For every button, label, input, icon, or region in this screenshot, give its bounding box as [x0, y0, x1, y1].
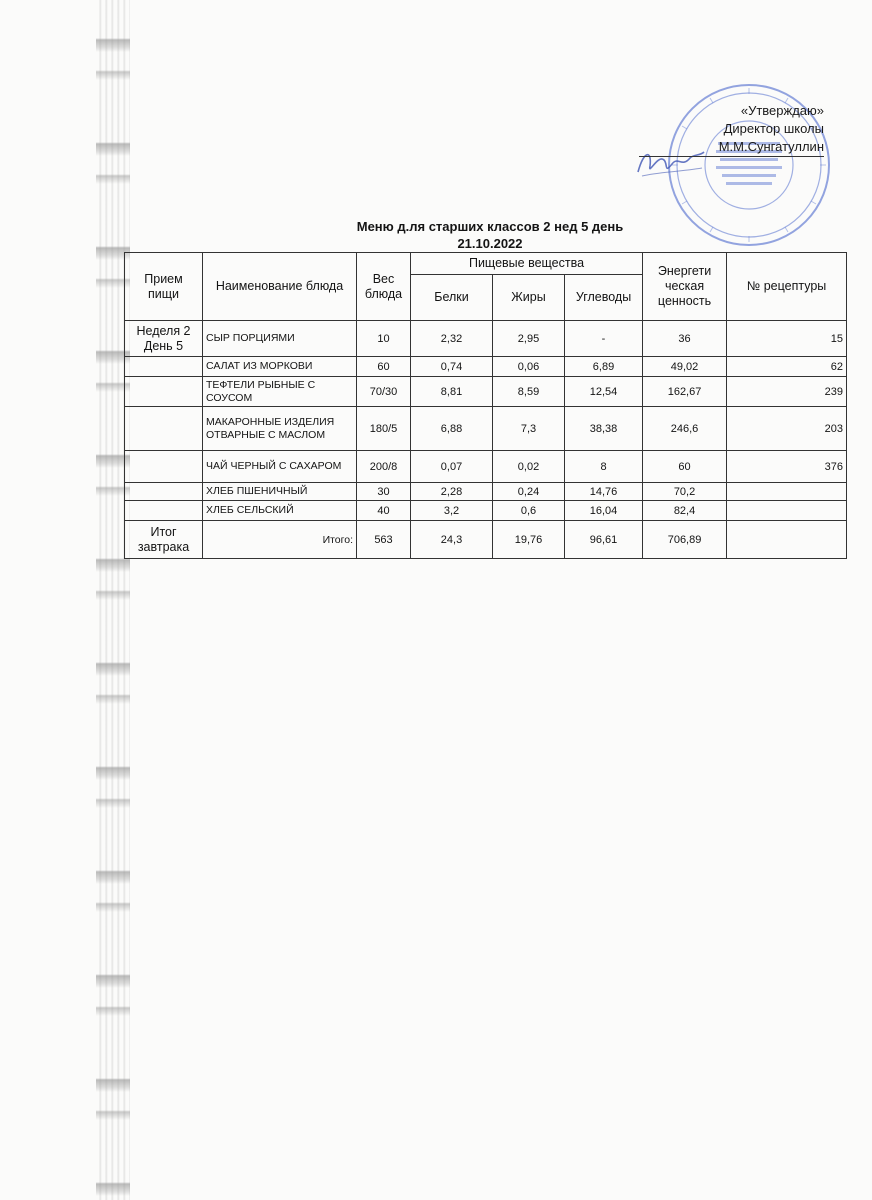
meal-day: День 5: [143, 338, 184, 353]
table-row: [125, 321, 847, 357]
dish-energy: 36: [643, 321, 727, 357]
meal-cell-empty: [125, 483, 203, 501]
table-row: [125, 407, 847, 451]
dish-protein: 2,32: [411, 321, 493, 357]
meal-cell: [125, 321, 203, 357]
header-protein: Белки: [411, 275, 493, 321]
meal-cell-empty: [125, 451, 203, 483]
table-row: [125, 357, 847, 377]
dish-weight: 70/30: [357, 377, 411, 407]
dish-carbs: 14,76: [565, 483, 643, 501]
total-fat: 19,76: [493, 521, 565, 559]
meal-cell-empty: [125, 407, 203, 451]
dish-recipe: [727, 483, 847, 501]
header-recipe: № рецептуры: [727, 253, 847, 321]
total-energy: 706,89: [643, 521, 727, 559]
scan-edge-artifact: [96, 0, 130, 1200]
dish-fat: 0,6: [493, 501, 565, 521]
menu-table: [124, 252, 847, 559]
dish-carbs: 8: [565, 451, 643, 483]
meal-cell-empty: [125, 357, 203, 377]
dish-energy: 246,6: [643, 407, 727, 451]
approval-block: [624, 102, 824, 157]
dish-name: МАКАРОННЫЕ ИЗДЕЛИЯ ОТВАРНЫЕ С МАСЛОМ: [203, 407, 357, 451]
dish-protein: 0,07: [411, 451, 493, 483]
dish-carbs: 12,54: [565, 377, 643, 407]
dish-carbs: 38,38: [565, 407, 643, 451]
director-name: М.М.Сунгатуллин: [639, 138, 824, 157]
dish-weight: 30: [357, 483, 411, 501]
dish-recipe: 15: [727, 321, 847, 357]
dish-energy: 162,67: [643, 377, 727, 407]
dish-recipe: 203: [727, 407, 847, 451]
dish-protein: 0,74: [411, 357, 493, 377]
dish-name: СЫР ПОРЦИЯМИ: [203, 321, 357, 357]
dish-fat: 2,95: [493, 321, 565, 357]
dish-fat: 0,06: [493, 357, 565, 377]
dish-name: ХЛЕБ ПШЕНИЧНЫЙ: [203, 483, 357, 501]
header-weight: Вес блюда: [357, 253, 411, 321]
dish-weight: 200/8: [357, 451, 411, 483]
total-carbs: 96,61: [565, 521, 643, 559]
dish-protein: 8,81: [411, 377, 493, 407]
total-weight: 563: [357, 521, 411, 559]
total-meal-label: Итог завтрака: [125, 521, 203, 559]
approval-label: «Утверждаю»: [740, 103, 824, 118]
dish-energy: 60: [643, 451, 727, 483]
total-recipe: [727, 521, 847, 559]
dish-name: ХЛЕБ СЕЛЬСКИЙ: [203, 501, 357, 521]
dish-protein: 2,28: [411, 483, 493, 501]
dish-carbs: -: [565, 321, 643, 357]
meal-week: Неделя 2: [136, 323, 191, 338]
dish-energy: 82,4: [643, 501, 727, 521]
dish-protein: 6,88: [411, 407, 493, 451]
total-row: [125, 521, 847, 559]
header-meal: Прием пищи: [125, 253, 203, 321]
header-carbs: Углеводы: [565, 275, 643, 321]
table-row: [125, 501, 847, 521]
dish-fat: 0,24: [493, 483, 565, 501]
menu-title: [250, 218, 730, 252]
dish-energy: 70,2: [643, 483, 727, 501]
menu-date: 21.10.2022: [457, 236, 523, 251]
dish-recipe: [727, 501, 847, 521]
dish-carbs: 6,89: [565, 357, 643, 377]
dish-name: ТЕФТЕЛИ РЫБНЫЕ С СОУСОМ: [203, 377, 357, 407]
header-nutrients: Пищевые вещества: [411, 253, 643, 275]
meal-cell-empty: [125, 377, 203, 407]
dish-weight: 60: [357, 357, 411, 377]
header-row: [125, 253, 847, 275]
table-row: [125, 483, 847, 501]
dish-fat: 0,02: [493, 451, 565, 483]
dish-weight: 10: [357, 321, 411, 357]
table-row: [125, 377, 847, 407]
header-dish: Наименование блюда: [203, 253, 357, 321]
menu-title-text: Меню д.ля старших классов 2 нед 5 день: [356, 219, 624, 234]
director-title: Директор школы: [723, 121, 824, 136]
total-label: Итого:: [203, 521, 357, 559]
dish-weight: 40: [357, 501, 411, 521]
dish-recipe: 239: [727, 377, 847, 407]
dish-name: САЛАТ ИЗ МОРКОВИ: [203, 357, 357, 377]
dish-protein: 3,2: [411, 501, 493, 521]
dish-name: ЧАЙ ЧЕРНЫЙ С САХАРОМ: [203, 451, 357, 483]
header-energy: Энергети ческая ценность: [643, 253, 727, 321]
dish-fat: 7,3: [493, 407, 565, 451]
dish-carbs: 16,04: [565, 501, 643, 521]
meal-cell-empty: [125, 501, 203, 521]
dish-recipe: 62: [727, 357, 847, 377]
dish-weight: 180/5: [357, 407, 411, 451]
dish-energy: 49,02: [643, 357, 727, 377]
dish-recipe: 376: [727, 451, 847, 483]
header-fat: Жиры: [493, 275, 565, 321]
table-row: [125, 451, 847, 483]
total-protein: 24,3: [411, 521, 493, 559]
dish-fat: 8,59: [493, 377, 565, 407]
